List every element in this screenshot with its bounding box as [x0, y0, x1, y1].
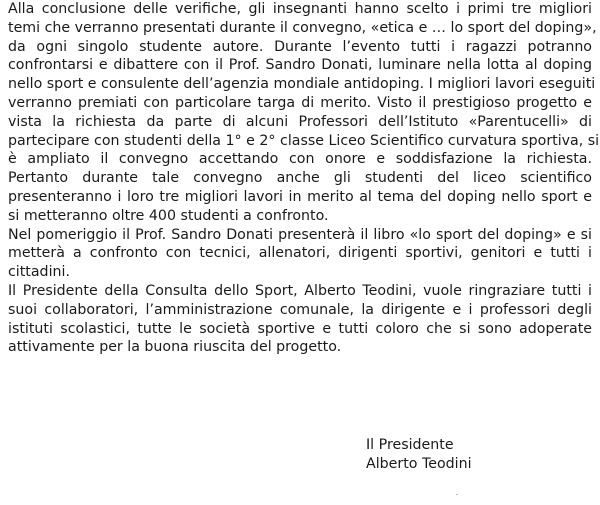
body-line: attivamente per la buona riuscita del progetto. — [8, 339, 342, 356]
body-line: suoi collaboratori, l’amministrazione comunale, la dirigente e i professori degli — [8, 301, 592, 318]
body-line: metterà a confronto con tecnici, allenatori, dirigenti sportivi, genitori e tutti i — [8, 245, 592, 262]
signature-title: Il Presidente — [366, 437, 454, 453]
body-line: temi che verranno presentati durante il convegno, «etica e … lo sport del doping», — [8, 19, 597, 36]
body-line: Alla conclusione delle verifiche, gli insegnanti hanno scelto i primi tre migliori — [8, 1, 592, 17]
body-line: vista la richiesta da parte di alcuni Professori dell’Istituto «Parentucelli» di — [8, 113, 592, 130]
body-line: nello sport e consulente dell’agenzia mondiale antidoping. I migliori lavori eseguiti — [8, 76, 596, 93]
body-line: confrontarsi e dibattere con il Prof. Sandro Donati, luminare nella lotta al doping — [8, 57, 592, 74]
document-body — [8, 0, 600, 357]
body-line: Pertanto durante tale convegno anche gli studenti del liceo scientifico — [8, 170, 592, 187]
body-line: è ampliato il convegno accettando con onore e soddisfazione la richiesta. — [8, 151, 592, 168]
signature-name: Alberto Teodini — [366, 455, 472, 472]
body-line: si metteranno oltre 400 studenti a confronto. — [8, 207, 329, 224]
body-line: partecipare con studenti della 1° e 2° classe Liceo Scientifico curvatura sportiva, si — [8, 132, 600, 149]
body-line: da ogni singolo studente autore. Durante l’evento tutti i ragazzi potranno — [8, 38, 592, 55]
body-line: presenteranno i loro tre migliori lavori in merito al tema del doping nello sport e — [8, 188, 592, 205]
body-line: Il Presidente della Consulta dello Sport, Alberto Teodini, vuole ringraziare tutti i — [8, 282, 592, 299]
body-line: cittadini. — [8, 264, 70, 281]
body-line: verranno premiati con particolare targa di merito. Visto il prestigioso progetto e — [8, 94, 592, 111]
signature-block — [366, 436, 472, 474]
body-line: istituti scolastici, tutte le società sportive e tutti coloro che si sono adoperate — [8, 320, 592, 337]
body-line: Nel pomeriggio il Prof. Sandro Donati presenterà il libro «lo sport del doping» e si — [8, 226, 592, 243]
scan-speck — [456, 494, 458, 495]
